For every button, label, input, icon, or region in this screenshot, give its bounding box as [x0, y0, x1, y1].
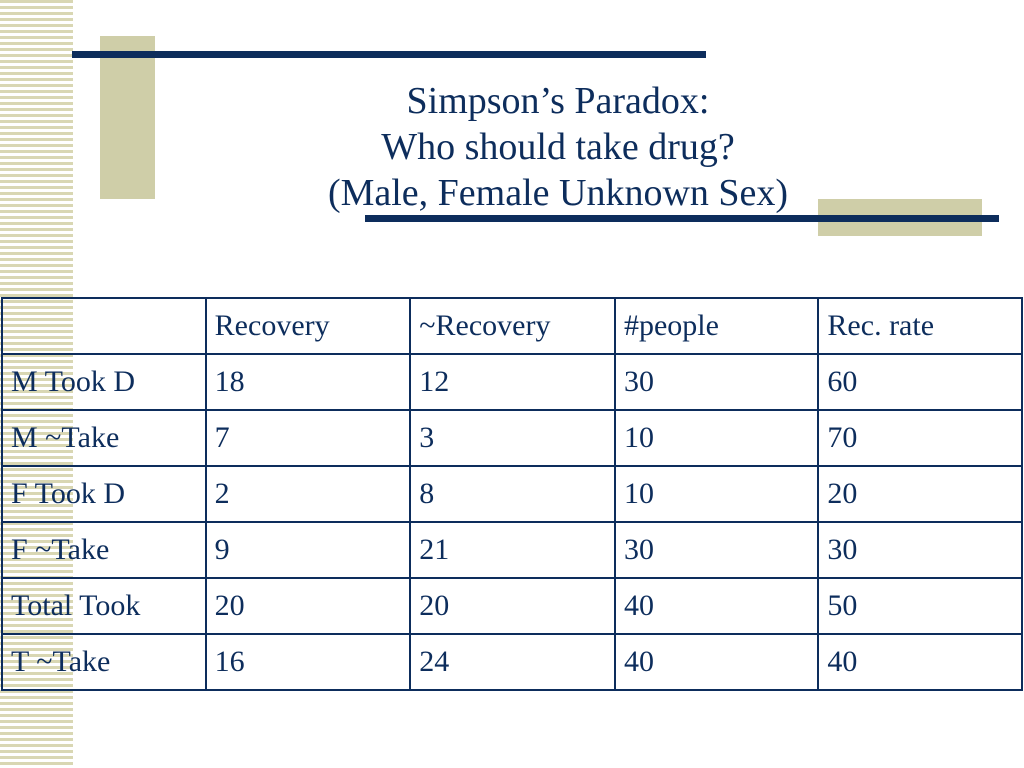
header-cell-corner — [2, 298, 206, 354]
table-row — [2, 634, 1022, 690]
title-rule-bottom — [365, 215, 999, 222]
table-cell: 30 — [615, 354, 818, 410]
row-label: M Took D — [2, 354, 206, 410]
table-cell: 40 — [615, 578, 818, 634]
table-cell: 8 — [410, 466, 615, 522]
table-cell: 50 — [818, 578, 1022, 634]
table-cell: 12 — [410, 354, 615, 410]
title-line-2: Who should take drug? — [381, 126, 735, 168]
table-cell: 20 — [818, 466, 1022, 522]
title-rule-top — [72, 51, 706, 58]
table-cell: 7 — [206, 410, 411, 466]
table-cell: 9 — [206, 522, 411, 578]
table-row — [2, 522, 1022, 578]
data-table — [1, 297, 1023, 691]
table-cell: 10 — [615, 410, 818, 466]
table-header-row — [2, 298, 1022, 354]
table-cell: 3 — [410, 410, 615, 466]
row-label: M ~Take — [2, 410, 206, 466]
table-cell: 24 — [410, 634, 615, 690]
table-cell: 30 — [818, 522, 1022, 578]
table-cell: 16 — [206, 634, 411, 690]
table-cell: 2 — [206, 466, 411, 522]
table-cell: 20 — [206, 578, 411, 634]
row-label: F ~Take — [2, 522, 206, 578]
title-line-1: Simpson’s Paradox: — [406, 80, 710, 122]
row-label: Total Took — [2, 578, 206, 634]
title-line-3: (Male, Female Unknown Sex) — [327, 172, 789, 214]
table-row — [2, 354, 1022, 410]
table-row — [2, 410, 1022, 466]
table-cell: 20 — [410, 578, 615, 634]
row-label: F Took D — [2, 466, 206, 522]
header-cell-people: #people — [615, 298, 818, 354]
table-cell: 70 — [818, 410, 1022, 466]
table-cell: 40 — [615, 634, 818, 690]
table-cell: 40 — [818, 634, 1022, 690]
header-cell-no-recovery: ~Recovery — [410, 298, 615, 354]
table-row — [2, 466, 1022, 522]
decorative-block-top — [100, 36, 155, 199]
slide-title — [250, 78, 866, 216]
table-cell: 10 — [615, 466, 818, 522]
table-cell: 60 — [818, 354, 1022, 410]
table-cell: 21 — [410, 522, 615, 578]
table-row — [2, 578, 1022, 634]
header-cell-recovery: Recovery — [206, 298, 411, 354]
table-cell: 18 — [206, 354, 411, 410]
header-cell-rec-rate: Rec. rate — [818, 298, 1022, 354]
row-label: T ~Take — [2, 634, 206, 690]
table-cell: 30 — [615, 522, 818, 578]
